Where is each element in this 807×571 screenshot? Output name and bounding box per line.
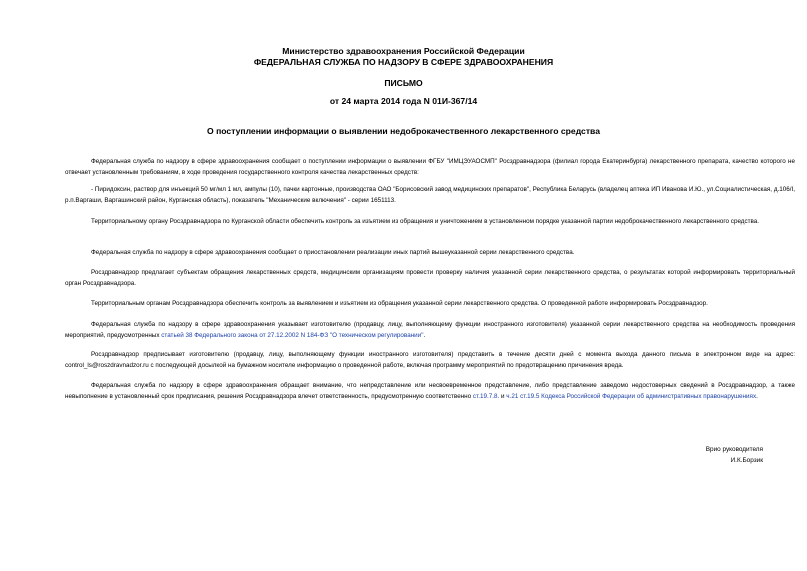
paragraph-7-end: . xyxy=(423,331,426,339)
paragraph-9-end: . xyxy=(756,392,758,400)
paragraph-3: Территориальному органу Росздравнадзора по Курганской области обеспечить контроль за изъятием из обращения и уничтожением в установленном порядке указанной партии недоброкачественного лекарственного средства. xyxy=(91,218,760,225)
document-title: О поступлении информации о выявлении недоброкачественного лекарственного средства xyxy=(207,126,600,136)
paragraph-2: - Пиридоксин, раствор для инъекций 50 мг/мл 1 мл, ампулы (10), пачки картонные, производства ОАО "Борисовский завод медицинских препаратов", Республика Беларусь (владелец аптека ИП Иванова И.Ю., ул.Социалистическая, д.106/I, р.п.Варгаши, Варгашинский район, Курганская область), показатель "Механические включения" - серии 1651113. xyxy=(65,186,795,204)
paragraph-9 xyxy=(65,381,795,402)
paragraph-7-text: Федеральная служба по надзору в сфере здравоохранения указывает изготовителю (продавцу, лицу, выполняющему функции иностранного изготовителя) указанной серии лекарственного средства на необходимость проведения мероприятий, предусмотренных xyxy=(65,321,795,339)
document-type: ПИСЬМО xyxy=(384,78,423,88)
signatory-name: И.К.Борзик xyxy=(730,457,763,464)
article-19-5-koap-link[interactable]: ч.21 ст.19.5 Кодекса Российской Федерации об административных правонарушениях xyxy=(506,392,757,400)
article-19-7-8-link[interactable]: ст.19.7.8. xyxy=(472,392,500,400)
paragraph-5: Росздравнадзор предлагает субъектам обращения лекарственных средств, медицинским организациям провести проверку наличия указанной серии лекарственного средства, о результатах которой информировать территориальный орган Росздравнадзора. xyxy=(65,269,795,287)
paragraph-7 xyxy=(65,320,795,341)
paragraph-1: Федеральная служба по надзору в сфере здравоохранения сообщает о поступлении информации о выявлении ФГБУ "ИМЦЭУАОСМП" Росздравнадзора (филиал города Екатеринбурга) лекарственного препарата, качество которого не отвечает установленным требованиям, в ходе проведения государственного контроля качества лекарственных средств: xyxy=(65,158,795,176)
paragraph-4: Федеральная служба по надзору в сфере здравоохранения сообщает о приостановлении реализации иных партий вышеуказанной серии лекарственного средства. xyxy=(91,249,575,256)
ministry-name: Министерство здравоохранения Российской Федерации xyxy=(282,46,525,56)
paragraph-9-text: Федеральная служба по надзору в сфере здравоохранения обращает внимание, что непредставление или несвоевременное представление, либо представление заведомо недостоверных сведений в Росздравнадзор, а также невыполнение в установленный срок предписания, решения Росздравнадзора влечет ответственность, предусмотренную соответственно xyxy=(65,382,795,400)
paragraph-9-and: и xyxy=(499,392,507,400)
paragraph-6: Территориальным органам Росздравнадзора обеспечить контроль за выявлением и изъятием из обращения указанной серии лекарственного средства. О проведенной работе информировать Росздравнадзор. xyxy=(91,300,708,307)
signatory-position: Врио руководителя xyxy=(705,446,763,453)
law-184-fz-link[interactable]: статьей 38 Федерального закона от 27.12.2002 N 184-ФЗ "О техническом регулировании" xyxy=(161,331,424,339)
paragraph-8: Росздравнадзор предписывает изготовителю (продавцу, лицу, выполняющему функции иностранного изготовителя) представить в течение десяти дней с момента выхода данного письма в электронном виде на адрес: control_ls@roszdravnadzor.ru с последующей досылкой на бумажном носителе информацию о проведенной работе, включая программу мероприятий по предотвращению причинения вреда. xyxy=(65,351,795,369)
service-name: ФЕДЕРАЛЬНАЯ СЛУЖБА ПО НАДЗОРУ В СФЕРЕ ЗДРАВООХРАНЕНИЯ xyxy=(253,57,554,67)
document-date-number: от 24 марта 2014 года N 01И-367/14 xyxy=(329,96,478,106)
